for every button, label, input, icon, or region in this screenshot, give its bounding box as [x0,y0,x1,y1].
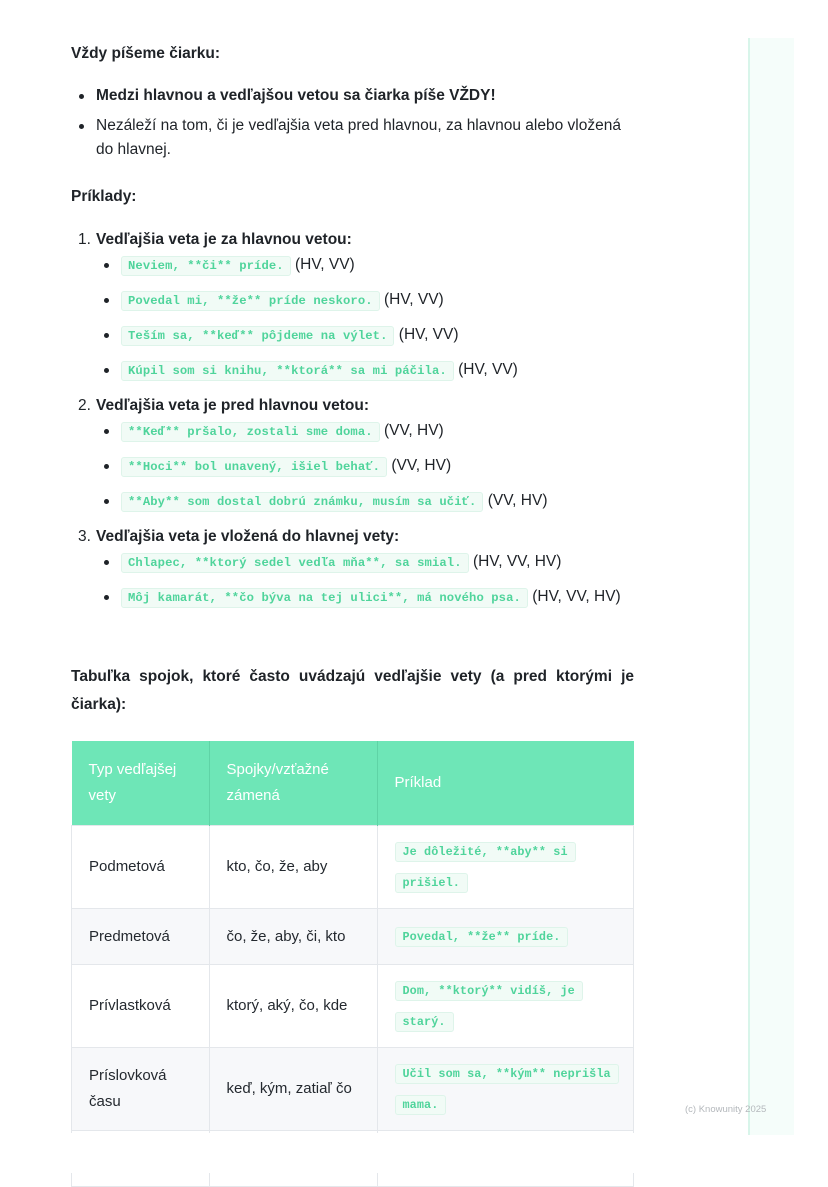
example-items [96,550,634,610]
clause-order-tag: (VV, HV) [391,457,452,474]
table-row [72,909,634,965]
group-title: Vedľajšia veta je pred hlavnou vetou: [96,397,370,414]
copyright-notice: (c) Knowunity 2025 [685,1104,767,1115]
table-row [72,826,634,909]
clause-order-tag: (HV, VV) [295,256,355,273]
section-heading-always-comma: Vždy píšeme čiarku: [71,45,221,62]
group-title: Vedľajšia veta je vložená do hlavnej vety: [96,528,400,545]
page-bottom-mask [0,1133,740,1173]
column-header-example: Príklad [377,741,634,826]
clause-order-tag: (HV, VV, HV) [472,553,562,570]
cell-type: Príslovková času [72,1048,210,1131]
cell-example [377,1048,634,1131]
example-group [71,525,634,610]
group-number: 3. [78,528,91,545]
rule-item [96,84,634,108]
example-item [121,288,634,313]
example-item [121,550,634,575]
table-row [72,965,634,1048]
example-code: Povedal mi, **že** príde neskoro. [121,291,380,311]
example-code: **Aby** som dostal dobrú známku, musím sa učiť. [121,492,483,512]
clause-order-tag: (VV, HV) [487,492,548,509]
example-group [71,394,634,514]
cell-conjunctions: keď, kým, zatiaľ čo [209,1048,377,1131]
example-code: Môj kamarát, **čo býva na tej ulici**, má nového psa. [121,588,528,608]
cell-conjunctions: ktorý, aký, čo, kde [209,965,377,1048]
rule-text: Medzi hlavnou a vedľajšou vetou sa čiarka píše VŽDY! [96,87,496,104]
example-item [121,419,634,444]
cell-type: Predmetová [72,909,210,965]
cell-conjunctions: kto, čo, že, aby [209,826,377,909]
group-number: 2. [78,397,91,414]
example-code: **Hoci** bol unavený, išiel behať. [121,457,387,477]
example-code: **Keď** pršalo, zostali sme doma. [121,422,380,442]
example-group [71,228,634,383]
example-item [121,358,634,383]
table-header-row [72,741,634,826]
example-code: Dom, **ktorý** vidíš, je starý. [395,981,583,1032]
clause-order-tag: (HV, VV) [398,326,459,343]
group-title: Vedľajšia veta je za hlavnou vetou: [96,231,352,248]
column-header-type: Typ vedľajšej vety [72,741,210,826]
table-row [72,1048,634,1131]
example-code: Učil som sa, **kým** neprišla mama. [395,1064,619,1115]
clause-order-tag: (HV, VV) [458,361,518,378]
clause-order-tag: (HV, VV, HV) [532,588,621,605]
rule-item [96,114,634,162]
example-code: Neviem, **či** príde. [121,256,291,276]
cell-example [377,909,634,965]
cell-example [377,965,634,1048]
cell-example [377,826,634,909]
cell-type: Podmetová [72,826,210,909]
conjunction-table [71,741,634,1187]
clause-order-tag: (HV, VV) [383,291,444,308]
example-code: Povedal, **že** príde. [395,927,569,947]
clause-order-tag: (VV, HV) [383,422,444,439]
example-code: Teším sa, **keď** pôjdeme na výlet. [121,326,394,346]
column-header-conjunctions: Spojky/vzťažné zámená [209,741,377,826]
rules-list [71,84,634,168]
example-item [121,253,634,278]
example-code: Je dôležité, **aby** si prišiel. [395,842,576,893]
examples-list [71,228,634,610]
example-code: Kúpil som si knihu, **ktorá** sa mi páčila. [121,361,454,381]
example-item [121,323,634,348]
example-code: Chlapec, **ktorý sedel vedľa mňa**, sa smial. [121,553,469,573]
example-item [121,489,634,514]
decorative-side-strip [748,38,794,1135]
example-item [121,454,634,479]
group-number: 1. [78,231,91,248]
rule-text: Nezáleží na tom, či je vedľajšia veta pred hlavnou, za hlavnou alebo vložená do hlavnej. [96,117,621,158]
example-item [121,585,634,610]
example-items [96,419,634,514]
cell-type: Prívlastková [72,965,210,1048]
example-items [96,253,634,383]
cell-conjunctions: čo, že, aby, či, kto [209,909,377,965]
section-heading-examples: Príklady: [71,188,137,205]
section-heading-conjunction-table: Tabuľka spojok, ktoré často uvádzajú vedľajšie vety (a pred ktorými je čiarka): [71,668,634,713]
